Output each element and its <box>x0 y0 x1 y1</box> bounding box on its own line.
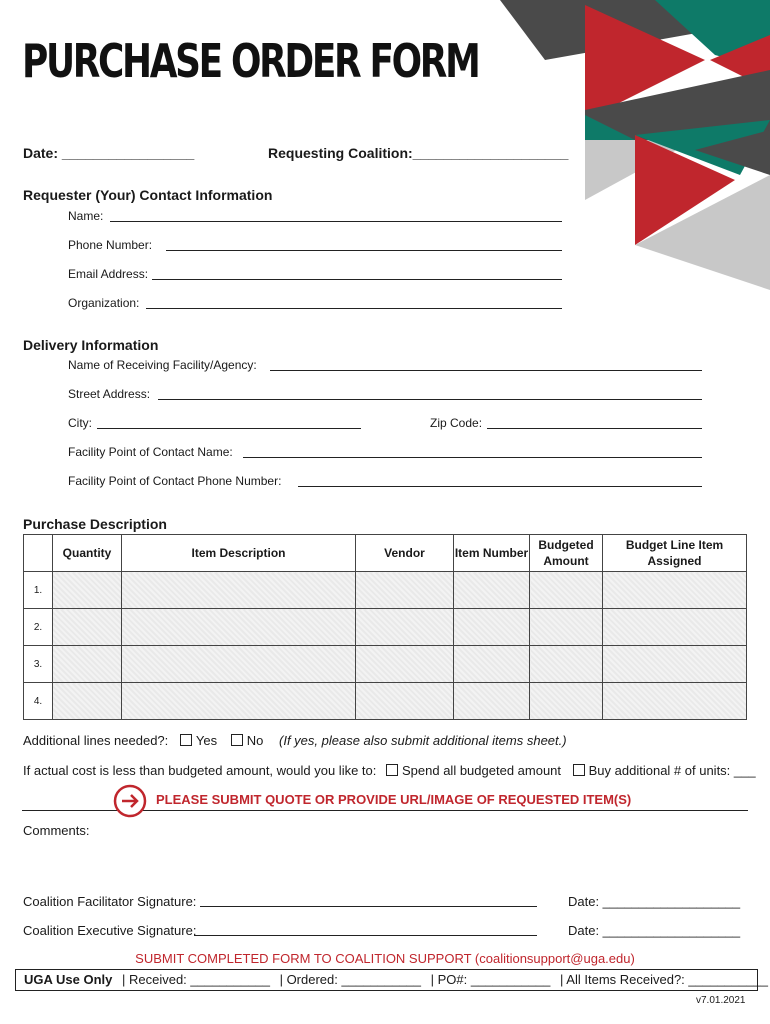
table-row <box>24 646 747 683</box>
date-field[interactable]: Date: _________________ <box>23 145 195 161</box>
requesting-coalition-field[interactable]: Requesting Coalition:____________________ <box>268 145 569 161</box>
street-input-line[interactable] <box>158 399 702 400</box>
yes-checkbox[interactable] <box>180 734 192 746</box>
form-title: PURCHASE ORDER FORM <box>22 34 479 88</box>
budgeted-amount-header: Budgeted Amount <box>530 535 603 572</box>
yes-label: Yes <box>195 733 218 748</box>
all-items-received-field[interactable]: | All Items Received?: ___________ <box>560 972 768 987</box>
budgeted-amount-cell[interactable] <box>530 646 603 683</box>
budget-line-item-header: Budget Line Item Assigned <box>603 535 747 572</box>
city-label: City: <box>68 416 92 430</box>
row-number: 1. <box>24 572 53 609</box>
spend-all-option[interactable] <box>386 763 561 778</box>
additional-lines-label: Additional lines needed?: <box>23 733 169 748</box>
item-number-cell[interactable] <box>454 683 530 720</box>
quote-notice: PLEASE SUBMIT QUOTE OR PROVIDE URL/IMAGE OF REQUESTED ITEM(S) <box>156 792 632 807</box>
item-description-cell[interactable] <box>122 646 356 683</box>
table-row <box>24 572 747 609</box>
purchase-table <box>23 534 747 720</box>
item-number-cell[interactable] <box>454 572 530 609</box>
yes-option[interactable] <box>180 733 217 748</box>
table-row <box>24 683 747 720</box>
phone-input-line[interactable] <box>166 250 562 251</box>
no-checkbox[interactable] <box>231 734 243 746</box>
facility-label: Name of Receiving Facility/Agency: <box>68 358 257 372</box>
poc-phone-input-line[interactable] <box>298 486 702 487</box>
received-field[interactable]: | Received: ___________ <box>122 972 270 987</box>
uga-use-only-bar <box>15 969 768 991</box>
row-number: 3. <box>24 646 53 683</box>
facilitator-date-field[interactable]: Date: ___________________ <box>568 894 741 909</box>
quantity-cell[interactable] <box>53 646 122 683</box>
additional-lines-row <box>23 733 567 748</box>
facilitator-signature-line[interactable] <box>200 906 537 907</box>
street-label: Street Address: <box>68 387 151 401</box>
quantity-cell[interactable] <box>53 683 122 720</box>
budget-line-item-cell[interactable] <box>603 609 747 646</box>
arrow-circle-icon <box>113 784 147 818</box>
city-input-line[interactable] <box>97 428 361 429</box>
requester-heading: Requester (Your) Contact Information <box>23 187 273 203</box>
cost-row <box>23 763 756 778</box>
comments-area[interactable] <box>23 840 748 885</box>
purchase-heading: Purchase Description <box>23 516 167 532</box>
no-option[interactable] <box>231 733 264 748</box>
buy-additional-option[interactable] <box>573 763 756 778</box>
cost-label: If actual cost is less than budgeted amount, would you like to: <box>23 763 377 778</box>
item-description-header: Item Description <box>122 535 356 572</box>
submit-notice: SUBMIT COMPLETED FORM TO COALITION SUPPORT (coalitionsupport@uga.edu) <box>135 951 635 966</box>
item-description-cell[interactable] <box>122 683 356 720</box>
vendor-cell[interactable] <box>356 609 454 646</box>
additional-note: (If yes, please also submit additional items sheet.) <box>279 733 567 748</box>
buy-additional-label: Buy additional # of units: ___ <box>588 763 756 778</box>
table-row <box>24 609 747 646</box>
buy-additional-checkbox[interactable] <box>573 764 585 776</box>
spend-all-checkbox[interactable] <box>386 764 398 776</box>
no-label: No <box>246 733 264 748</box>
name-label: Name: <box>68 209 104 223</box>
facility-input-line[interactable] <box>270 370 702 371</box>
budget-line-item-cell[interactable] <box>603 646 747 683</box>
row-number: 2. <box>24 609 53 646</box>
budgeted-amount-cell[interactable] <box>530 683 603 720</box>
budget-line-item-cell[interactable] <box>603 572 747 609</box>
email-input-line[interactable] <box>152 279 562 280</box>
spend-all-label: Spend all budgeted amount <box>402 763 562 778</box>
facilitator-signature-label: Coalition Facilitator Signature: <box>23 894 197 909</box>
item-description-cell[interactable] <box>122 572 356 609</box>
item-number-cell[interactable] <box>454 609 530 646</box>
comments-label: Comments: <box>23 823 90 838</box>
table-header-row <box>24 535 747 572</box>
email-label: Email Address: <box>68 267 149 281</box>
zip-input-line[interactable] <box>487 428 702 429</box>
zip-label: Zip Code: <box>430 416 483 430</box>
executive-signature-label: Coalition Executive Signature: <box>23 923 197 938</box>
executive-date-field[interactable]: Date: ___________________ <box>568 923 741 938</box>
executive-signature-line[interactable] <box>194 935 537 936</box>
poc-phone-label: Facility Point of Contact Phone Number: <box>68 474 282 488</box>
organization-input-line[interactable] <box>146 308 562 309</box>
vendor-cell[interactable] <box>356 683 454 720</box>
vendor-cell[interactable] <box>356 572 454 609</box>
poc-name-input-line[interactable] <box>243 457 702 458</box>
budgeted-amount-cell[interactable] <box>530 572 603 609</box>
vendor-header: Vendor <box>356 535 454 572</box>
ordered-field[interactable]: | Ordered: ___________ <box>279 972 422 987</box>
version-label: v7.01.2021 <box>696 995 746 1006</box>
budget-line-item-cell[interactable] <box>603 683 747 720</box>
name-input-line[interactable] <box>110 221 562 222</box>
quantity-header: Quantity <box>53 535 122 572</box>
budgeted-amount-cell[interactable] <box>530 609 603 646</box>
item-number-header: Item Number <box>454 535 530 572</box>
quantity-cell[interactable] <box>53 609 122 646</box>
item-number-cell[interactable] <box>454 646 530 683</box>
uga-use-only-title: UGA Use Only <box>24 972 113 987</box>
phone-label: Phone Number: <box>68 238 153 252</box>
vendor-cell[interactable] <box>356 646 454 683</box>
organization-label: Organization: <box>68 296 140 310</box>
row-number-header <box>24 535 53 572</box>
quantity-cell[interactable] <box>53 572 122 609</box>
item-description-cell[interactable] <box>122 609 356 646</box>
delivery-heading: Delivery Information <box>23 337 159 353</box>
po-number-field[interactable]: | PO#: ___________ <box>430 972 551 987</box>
poc-name-label: Facility Point of Contact Name: <box>68 445 233 459</box>
row-number: 4. <box>24 683 53 720</box>
